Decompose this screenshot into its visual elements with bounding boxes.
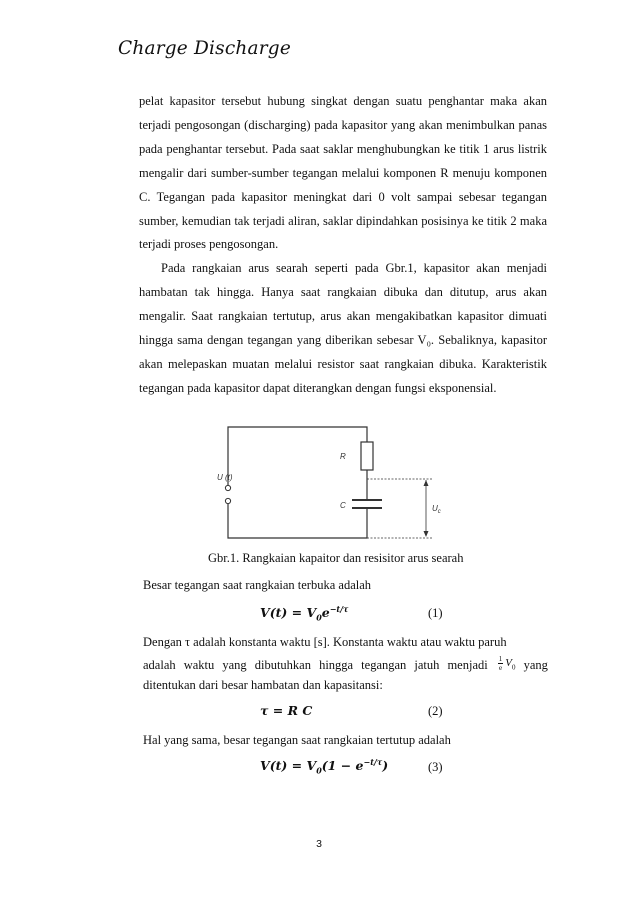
paragraph-1: pelat kapasitor tersebut hubung singkat dengan suatu penghantar maka akan terjadi pengosongan (discharging) pada kapasitor yang akan menimbulkan panas pada penghantar tersebut. Pada saat saklar menghubungkan ke titik 1 arus listrik mengalir dari sumber-sumber tegangan melalui komponen R menuju komponen C. Tegangan pada kapasitor meningkat dari 0 volt sampai sebesar tegangan sumber, kemudian tak terjadi aliran, saklar dipindahkan posisinya ke titik 2 maka terjadi proses pengosongan. [139, 94, 547, 252]
voltage-arrow-head-bottom [424, 531, 429, 537]
circuit-wire-top [228, 427, 367, 486]
section1-intro: Besar tegangan saat rangkaian terbuka adalah [143, 578, 372, 592]
equation-1-number: (1) [428, 606, 443, 620]
voltage-arrow-head-top [424, 480, 429, 486]
label-u-source: U (t) [217, 473, 233, 482]
rc-circuit-diagram [200, 418, 460, 548]
fraction-one-over-e: $\frac{1}{e}$ $V_0$ [498, 654, 516, 672]
section2-line1: Dengan τ adalah konstanta waktu [s]. Konstanta waktu atau waktu paruh [143, 635, 507, 649]
label-c: C [340, 501, 346, 510]
section2-line2: adalah waktu yang dibutuhkan hingga tegangan jatuh menjadi $\frac{1}{e}$ $V_0$ yang [143, 652, 548, 678]
section2-line3: ditentukan dari besar hambatan dan kapasitansi: [143, 678, 383, 692]
terminal-bottom [225, 498, 230, 503]
label-uc: $U_c$ [432, 504, 441, 515]
equation-3-number: (3) [428, 760, 443, 774]
figure-caption: Gbr.1. Rangkaian kapaitor dan resisitor arus searah [208, 551, 464, 565]
resistor-symbol [361, 442, 373, 470]
equation-2: τ = R C [260, 703, 313, 718]
terminal-top [225, 485, 230, 490]
page-number: 3 [316, 838, 322, 850]
page-header-title: Charge Discharge [118, 38, 291, 59]
section3-intro: Hal yang sama, besar tegangan saat rangkaian tertutup adalah [143, 733, 451, 747]
body-text [139, 90, 547, 401]
label-r: R [340, 452, 346, 461]
circuit-wire-bottom [228, 503, 367, 538]
equation-2-number: (2) [428, 704, 443, 718]
equation-1: $V(t) = V_0e^{-t/\tau}$ [260, 604, 349, 623]
equation-3: $V(t) = V_0(1 - e^{-t/\tau})$ [260, 757, 389, 776]
paragraph-2: Pada rangkaian arus searah seperti pada Gbr.1, kapasitor akan menjadi hambatan tak hingga. Hanya saat rangkaian dibuka dan ditutup, arus akan mengalir. Saat rangkaian tertutup, arus akan mengakibatkan kapasitor dimuati hingga sama dengan tegangan yang diberikan sebesar V₀. Sebaliknya, kapasitor akan melepaskan muatan melalui resistor saat rangkaian dibuka. Karakteristik tegangan pada kapasitor dapat diterangkan dengan fungsi eksponensial. [139, 261, 547, 395]
